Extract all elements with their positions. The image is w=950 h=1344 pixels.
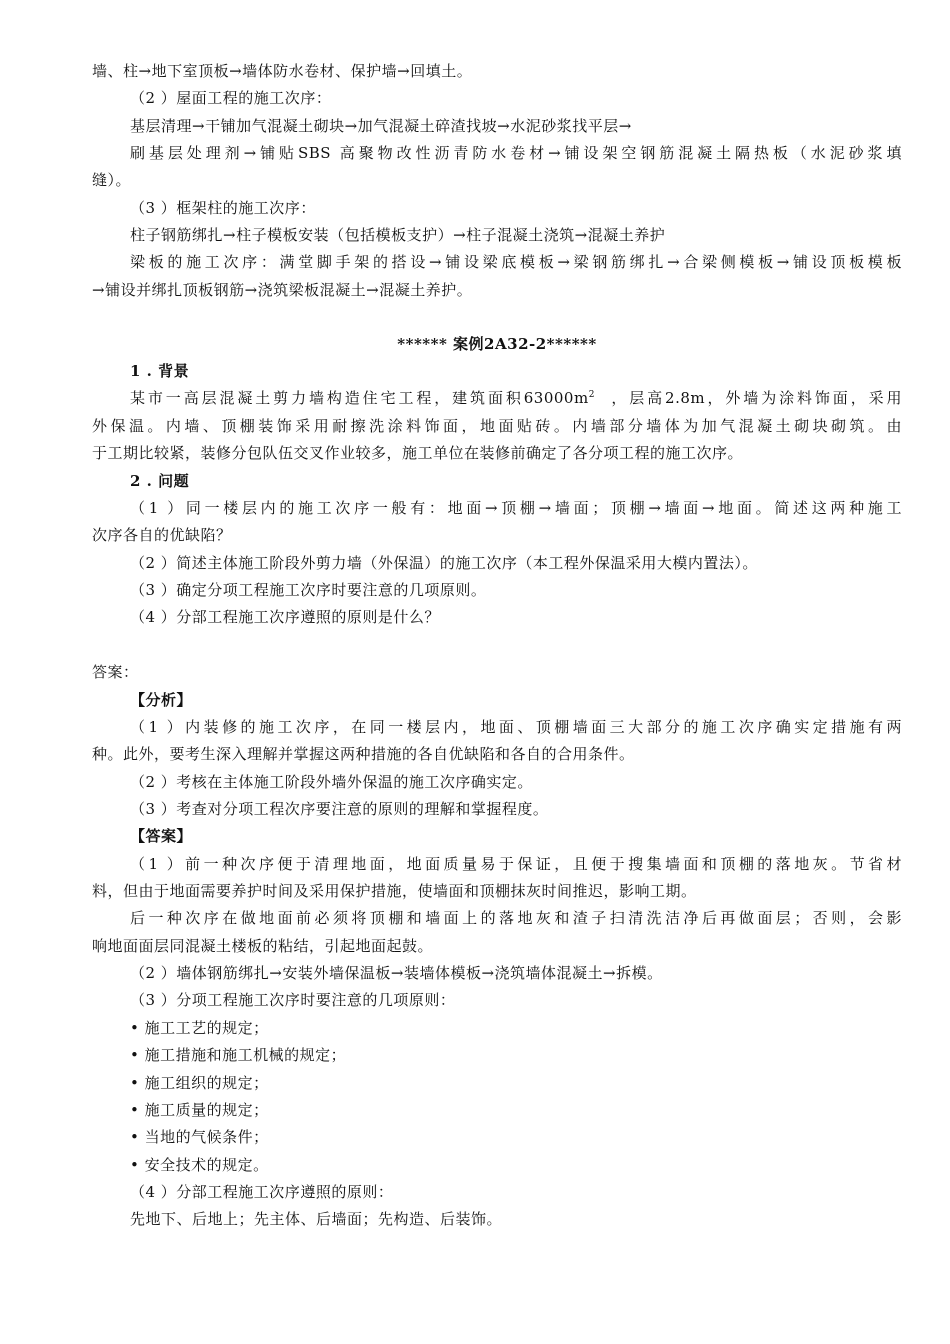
analysis-line: （2 ）考核在主体施工阶段外墙外保温的施工次序确实定。 <box>130 773 533 791</box>
analysis-line: （3 ）考查对分项工程次序要注意的原则的理解和掌握程度。 <box>130 800 549 818</box>
background-line: 于工期比较紧，装修分包队伍交叉作业较多，施工单位在装修前确定了各分项工程的施工次序。 <box>92 444 744 462</box>
answer-line: 后一种次序在做地面前必须将顶棚和墙面上的落地灰和渣子扫清洗洁净后再做面层；否则，会影 <box>130 909 902 927</box>
column-heading: （3 ）框架柱的施工次序： <box>130 199 316 217</box>
text-line: 梁板的施工次序：满堂脚手架的搭设→铺设梁底模板→梁钢筋绑扎→合梁侧模板→铺设顶板模板 <box>130 253 902 271</box>
answer-line: 响地面面层同混凝土楼板的粘结，引起地面起鼓。 <box>92 937 434 955</box>
roof-heading: （2 ）屋面工程的施工次序： <box>130 89 332 107</box>
answer-line: （4 ）分部工程施工次序遵照的原则： <box>130 1183 394 1201</box>
question-line: （4 ）分部工程施工次序遵照的原则是什么？ <box>130 608 440 626</box>
background-line: 某市一高层混凝土剪力墙构造住宅工程，建筑面积$63000m^2$ ，层高2.8m，外墙为涂料饰面，采用 <box>130 389 902 407</box>
answer-line: （2 ）墙体钢筋绑扎→安装外墙保温板→装墙体模板→浇筑墙体混凝土→拆模。 <box>130 964 663 982</box>
answer-line: 料，但由于地面需要养护时间及采用保护措施，使墙面和顶棚抹灰时间推迟，影响工期。 <box>92 882 697 900</box>
answer-line: （3 ）分项工程施工次序时要注意的几项原则： <box>130 991 456 1009</box>
background-line: 外保温。内墙、顶棚装饰采用耐擦洗涂料饰面，地面贴砖。内墙部分墙体为加气混凝土砌块砌筑。由 <box>92 417 902 435</box>
text-line: 墙、柱→地下室顶板→墙体防水卷材、保护墙→回填土。 <box>92 62 473 80</box>
question-line: 次序各自的优缺陷？ <box>92 526 232 544</box>
section-heading-questions: 2 . 问题 <box>130 472 190 490</box>
text-line: 缝）。 <box>92 171 132 189</box>
text-line: 刷基层处理剂→铺贴SBS 高聚物改性沥青防水卷材→铺设架空钢筋混凝土隔热板（水泥砂浆填 <box>130 144 902 162</box>
analysis-heading: 【分析】 <box>130 691 193 709</box>
bullet-item: • 施工措施和施工机械的规定； <box>130 1046 347 1064</box>
analysis-line: （1 ）内装修的施工次序，在同一楼层内，地面、顶棚墙面三大部分的施工次序确实定措施有两 <box>130 718 902 736</box>
question-line: （3 ）确定分项工程施工次序时要注意的几项原则。 <box>130 581 487 599</box>
bullet-item: • 施工工艺的规定； <box>130 1019 269 1037</box>
answer-line: 先地下、后地上；先主体、后墙面；先构造、后装饰。 <box>130 1210 503 1228</box>
bullet-item: • 施工组织的规定； <box>130 1074 269 1092</box>
case-title: ****** 案例2A32-2****** <box>397 335 597 353</box>
answer-heading: 【答案】 <box>130 827 193 845</box>
bullet-item: • 施工质量的规定； <box>130 1101 269 1119</box>
text-line: 基层清理→干铺加气混凝土砌块→加气混凝土碎渣找坡→水泥砂浆找平层→ <box>130 117 632 135</box>
bullet-item: • 当地的气候条件； <box>130 1128 269 1146</box>
text-line: →铺设并绑扎顶板钢筋→浇筑梁板混凝土→混凝土养护。 <box>92 281 473 299</box>
section-heading-background: 1 . 背景 <box>130 362 190 380</box>
question-line: （2 ）简述主体施工阶段外剪力墙（外保温）的施工次序（本工程外保温采用大模内置法）。 <box>130 554 758 572</box>
answer-label: 答案： <box>92 663 139 681</box>
question-line: （1 ）同一楼层内的施工次序一般有：地面→顶棚→墙面；顶棚→墙面→地面。简述这两种施工 <box>130 499 902 517</box>
analysis-line: 种。此外，要考生深入理解并掌握这两种措施的各自优缺陷和各自的合用条件。 <box>92 745 635 763</box>
text-line: 柱子钢筋绑扎→柱子模板安装（包括模板支护）→柱子混凝土浇筑→混凝土养护 <box>130 226 666 244</box>
bullet-item: • 安全技术的规定。 <box>130 1156 269 1174</box>
answer-line: （1 ）前一种次序便于清理地面，地面质量易于保证，且便于搜集墙面和顶棚的落地灰。节省材 <box>130 855 902 873</box>
